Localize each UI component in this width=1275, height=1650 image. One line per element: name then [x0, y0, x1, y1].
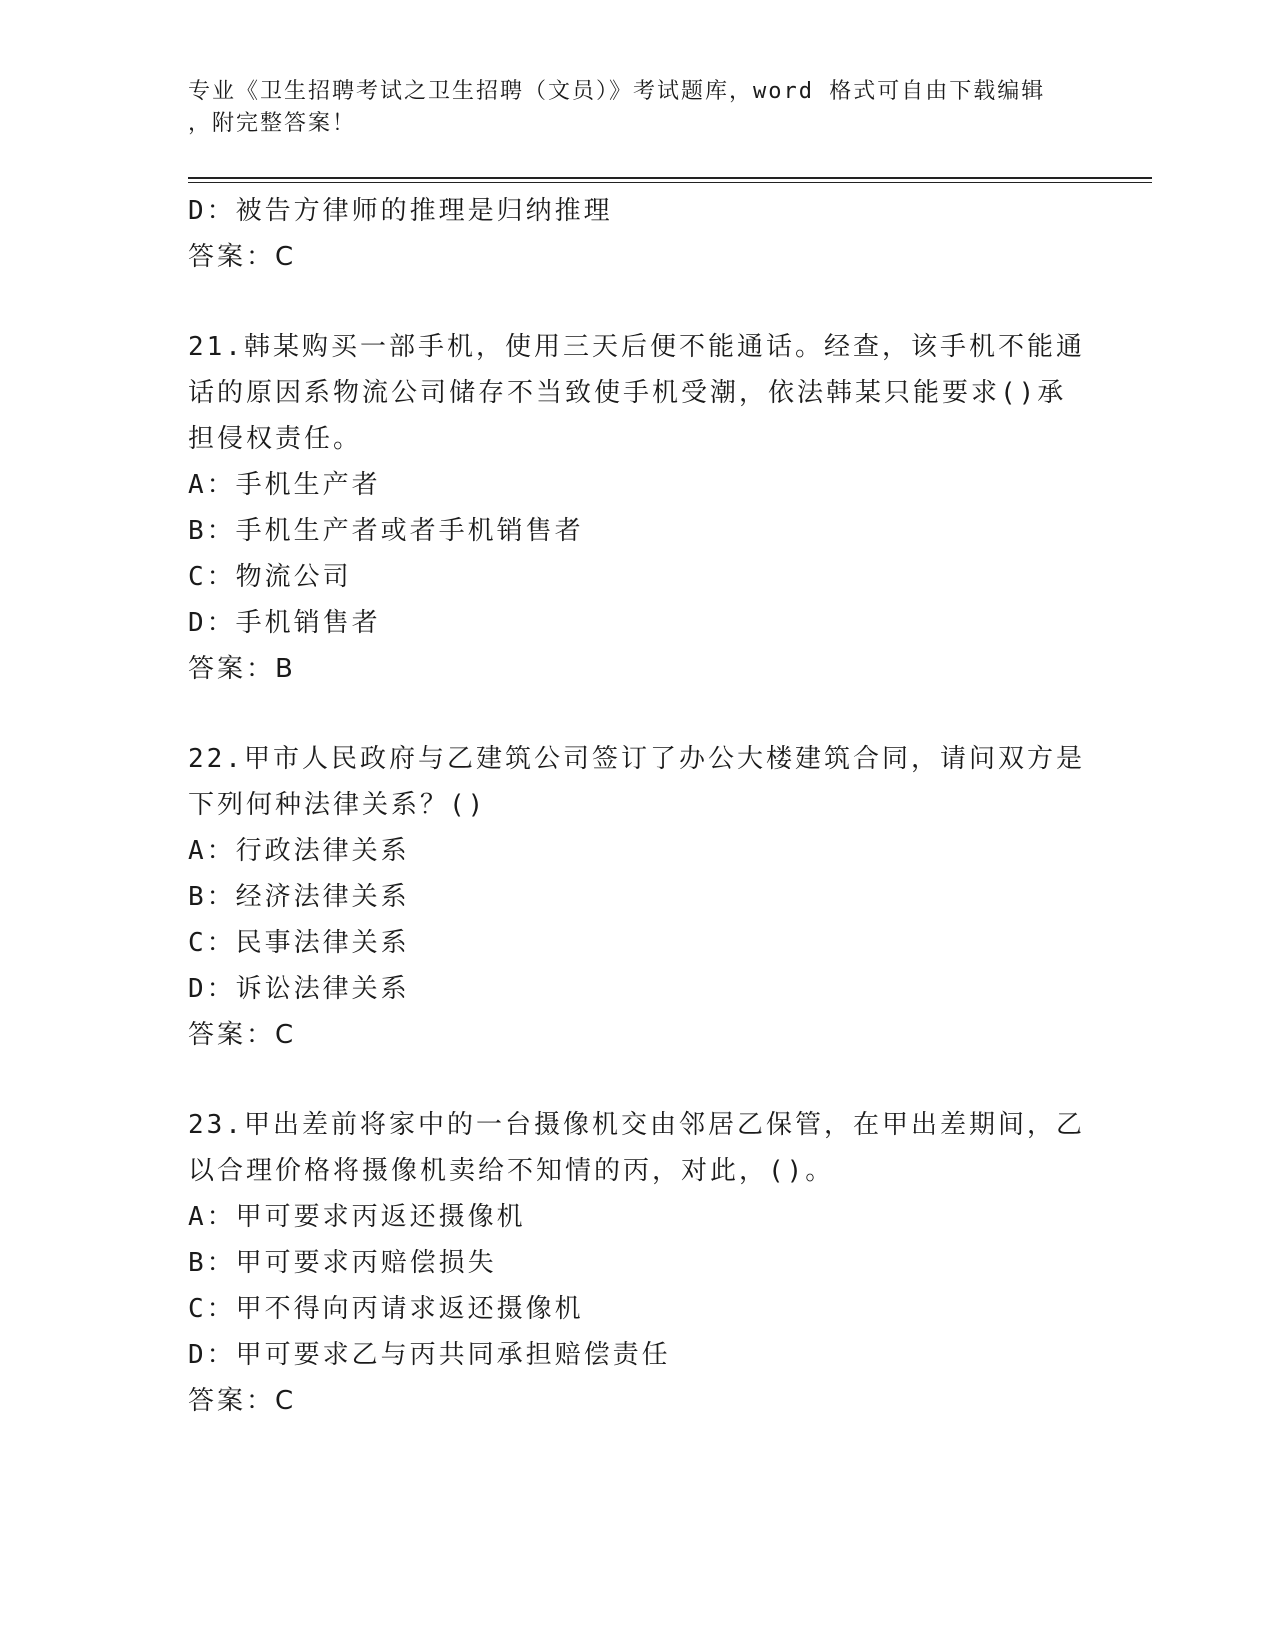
document-header	[188, 76, 1068, 140]
header-divider-thick	[188, 177, 1152, 179]
header-divider-thin	[188, 182, 1152, 183]
answer: 答案：C	[188, 1020, 297, 1050]
question-22	[188, 736, 1088, 1058]
question-stem-line: 23.甲出差前将家中的一台摄像机交由邻居乙保管，在甲出差期间，乙	[188, 1110, 1085, 1140]
option-a: A：行政法律关系	[188, 836, 410, 866]
header-line-1: 专业《卫生招聘考试之卫生招聘（文员）》考试题库，word 格式可自由下载编辑	[188, 79, 1046, 104]
answer: 答案：C	[188, 1386, 297, 1416]
option-c: C：甲不得向丙请求返还摄像机	[188, 1294, 584, 1324]
question-23	[188, 1102, 1088, 1424]
question-stem-line: 以合理价格将摄像机卖给不知情的丙，对此，()。	[188, 1156, 835, 1186]
spacer	[188, 692, 1088, 736]
header-line-2: ，附完整答案！	[188, 111, 357, 136]
question-list	[188, 188, 1088, 1424]
option-c: C：物流公司	[188, 562, 352, 592]
option-b: B：甲可要求丙赔偿损失	[188, 1248, 497, 1278]
question-stem-line: 担侵权责任。	[188, 424, 363, 454]
option-d: D：手机销售者	[188, 608, 381, 638]
option-c: C：民事法律关系	[188, 928, 410, 958]
option-b: B：手机生产者或者手机销售者	[188, 516, 584, 546]
option-a: A：手机生产者	[188, 470, 381, 500]
previous-question-tail	[188, 188, 1088, 280]
option-a: A：甲可要求丙返还摄像机	[188, 1202, 526, 1232]
question-stem-line: 话的原因系物流公司储存不当致使手机受潮，依法韩某只能要求()承	[188, 378, 1067, 408]
option-d: D：被告方律师的推理是归纳推理	[188, 196, 613, 226]
question-stem-line: 22.甲市人民政府与乙建筑公司签订了办公大楼建筑合同，请问双方是	[188, 744, 1085, 774]
answer: 答案：C	[188, 242, 297, 272]
question-stem-line: 21.韩某购买一部手机，使用三天后便不能通话。经查，该手机不能通	[188, 332, 1085, 362]
option-d: D：甲可要求乙与丙共同承担赔偿责任	[188, 1340, 671, 1370]
spacer	[188, 1058, 1088, 1102]
option-d: D：诉讼法律关系	[188, 974, 410, 1004]
question-stem-line: 下列何种法律关系？()	[188, 790, 487, 820]
answer: 答案：B	[188, 654, 296, 684]
option-b: B：经济法律关系	[188, 882, 410, 912]
spacer	[188, 280, 1088, 324]
question-21	[188, 324, 1088, 692]
